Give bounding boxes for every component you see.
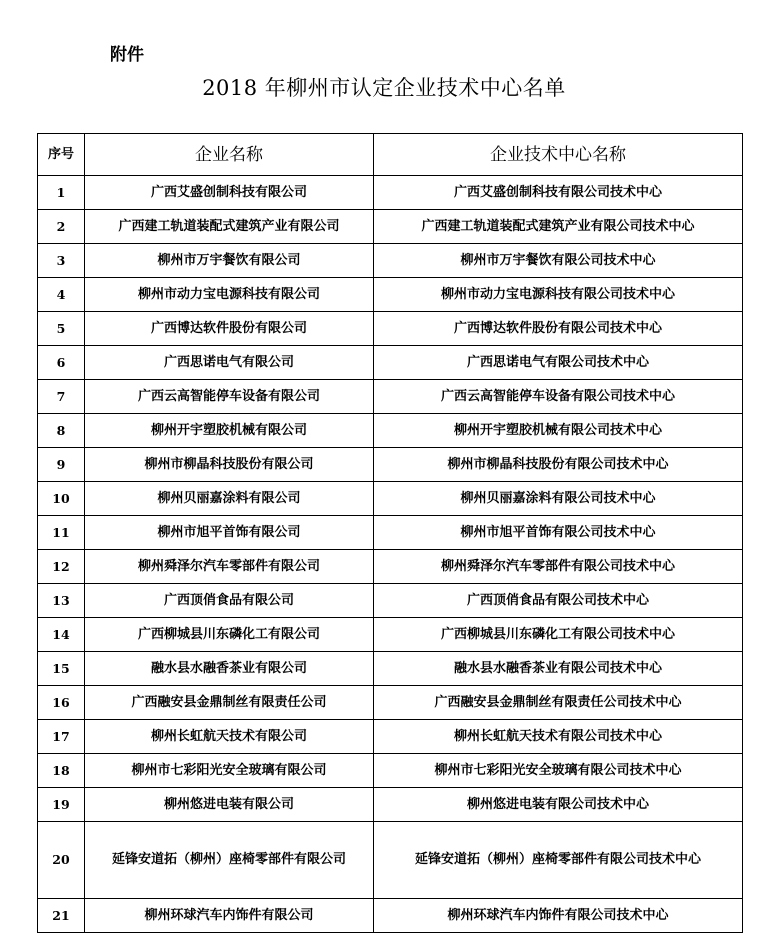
tech-center-name: 柳州环球汽车内饰件有限公司技术中心 [374,899,743,933]
company-name: 广西博达软件股份有限公司 [85,312,374,346]
tech-center-name: 柳州市旭平首饰有限公司技术中心 [374,516,743,550]
company-name: 广西思诺电气有限公司 [85,346,374,380]
company-name: 柳州舜泽尔汽车零部件有限公司 [85,550,374,584]
tech-center-name: 柳州市柳晶科技股份有限公司技术中心 [374,448,743,482]
company-name: 柳州长虹航天技术有限公司 [85,720,374,754]
company-name: 延锋安道拓（柳州）座椅零部件有限公司 [85,822,374,899]
tech-center-name: 柳州长虹航天技术有限公司技术中心 [374,720,743,754]
company-name: 柳州环球汽车内饰件有限公司 [85,899,374,933]
tech-center-name: 柳州市七彩阳光安全玻璃有限公司技术中心 [374,754,743,788]
table-row [38,788,743,822]
table-row [38,516,743,550]
row-number: 7 [38,380,85,414]
company-name: 柳州市万宇餐饮有限公司 [85,244,374,278]
row-number: 11 [38,516,85,550]
row-number: 15 [38,652,85,686]
tech-center-name: 延锋安道拓（柳州）座椅零部件有限公司技术中心 [374,822,743,899]
row-number: 4 [38,278,85,312]
tech-center-name: 广西思诺电气有限公司技术中心 [374,346,743,380]
company-name: 广西顶俏食品有限公司 [85,584,374,618]
row-number: 20 [38,822,85,899]
tech-center-name: 融水县水融香茶业有限公司技术中心 [374,652,743,686]
table-row [38,482,743,516]
company-name: 广西云高智能停车设备有限公司 [85,380,374,414]
table-row [38,380,743,414]
row-number: 10 [38,482,85,516]
row-number: 17 [38,720,85,754]
company-name: 柳州市柳晶科技股份有限公司 [85,448,374,482]
table-row [38,210,743,244]
row-number: 14 [38,618,85,652]
row-number: 3 [38,244,85,278]
table-row [38,244,743,278]
row-number: 2 [38,210,85,244]
table-row [38,584,743,618]
row-number: 21 [38,899,85,933]
table-row [38,176,743,210]
row-number: 9 [38,448,85,482]
row-number: 8 [38,414,85,448]
company-name: 广西艾盛创制科技有限公司 [85,176,374,210]
table-row [38,550,743,584]
tech-center-name: 广西博达软件股份有限公司技术中心 [374,312,743,346]
tech-center-name: 柳州舜泽尔汽车零部件有限公司技术中心 [374,550,743,584]
company-name: 广西柳城县川东磷化工有限公司 [85,618,374,652]
table-header-row [38,134,743,176]
row-number: 13 [38,584,85,618]
table-row [38,414,743,448]
table-row [38,448,743,482]
header-company: 企业名称 [85,134,374,176]
tech-center-name: 广西建工轨道装配式建筑产业有限公司技术中心 [374,210,743,244]
attachment-label: 附件 [110,45,144,65]
company-name: 柳州悠进电装有限公司 [85,788,374,822]
row-number: 5 [38,312,85,346]
company-name: 柳州市七彩阳光安全玻璃有限公司 [85,754,374,788]
row-number: 1 [38,176,85,210]
tech-center-name: 柳州市万宇餐饮有限公司技术中心 [374,244,743,278]
row-number: 16 [38,686,85,720]
table-row [38,754,743,788]
table-row [38,822,743,899]
tech-center-name: 广西融安县金鼎制丝有限责任公司技术中心 [374,686,743,720]
table-row [38,686,743,720]
company-name: 柳州市旭平首饰有限公司 [85,516,374,550]
page-title: 2018 年柳州市认定企业技术中心名单 [202,76,566,100]
header-seq: 序号 [38,134,85,176]
table-row [38,618,743,652]
row-number: 6 [38,346,85,380]
table-row [38,899,743,933]
tech-center-name: 柳州贝丽嘉涂料有限公司技术中心 [374,482,743,516]
company-name: 柳州开宇塑胶机械有限公司 [85,414,374,448]
company-name: 广西建工轨道装配式建筑产业有限公司 [85,210,374,244]
tech-center-name: 柳州开宇塑胶机械有限公司技术中心 [374,414,743,448]
tech-center-name: 广西柳城县川东磷化工有限公司技术中心 [374,618,743,652]
table-row [38,346,743,380]
tech-center-name: 广西云高智能停车设备有限公司技术中心 [374,380,743,414]
table-row [38,720,743,754]
company-name: 融水县水融香茶业有限公司 [85,652,374,686]
tech-center-name: 柳州悠进电装有限公司技术中心 [374,788,743,822]
table-row [38,312,743,346]
enterprise-tech-center-table [37,133,743,933]
company-name: 柳州贝丽嘉涂料有限公司 [85,482,374,516]
row-number: 19 [38,788,85,822]
company-name: 广西融安县金鼎制丝有限责任公司 [85,686,374,720]
tech-center-name: 柳州市动力宝电源科技有限公司技术中心 [374,278,743,312]
table-row [38,278,743,312]
company-name: 柳州市动力宝电源科技有限公司 [85,278,374,312]
table-row [38,652,743,686]
tech-center-name: 广西艾盛创制科技有限公司技术中心 [374,176,743,210]
tech-center-name: 广西顶俏食品有限公司技术中心 [374,584,743,618]
header-center: 企业技术中心名称 [374,134,743,176]
row-number: 12 [38,550,85,584]
row-number: 18 [38,754,85,788]
